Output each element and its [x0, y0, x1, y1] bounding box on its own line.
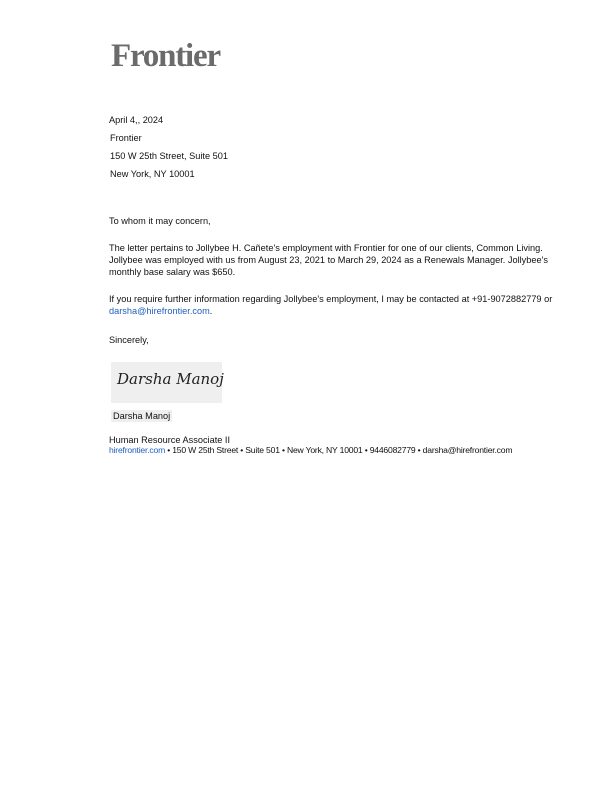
signature-image — [111, 362, 222, 403]
address-city: New York, NY 10001 — [110, 169, 195, 179]
closing: Sincerely, — [109, 335, 149, 345]
company-logo: Frontier — [111, 38, 220, 74]
body-paragraph-1: The letter pertains to Jollybee H. Cañete's employment with Frontier for one of our clients, Common Living. Jollybee was employed with us from August 23, 2021 to March 29, 2024 as a Renewals Manager. Jollybee's monthly base salary was $650. — [109, 243, 548, 277]
address-company: Frontier — [110, 133, 142, 143]
footer-details: • 150 W 25th Street • Suite 501 • New York, NY 10001 • 9446082779 • darsha@hirefrontier.com — [165, 445, 513, 455]
signatory-name: Darsha Manoj — [113, 411, 171, 421]
letter-date: April 4,, 2024 — [109, 115, 164, 125]
footer-contact-line — [109, 445, 512, 456]
body-paragraph-2 — [109, 293, 559, 317]
email-link[interactable]: darsha@hirefrontier.com — [109, 306, 210, 316]
signatory-title: Human Resource Associate II — [109, 435, 231, 445]
salutation: To whom it may concern, — [109, 216, 211, 226]
address-street: 150 W 25th Street, Suite 501 — [110, 151, 228, 161]
signature-script: Darsha Manoj — [117, 370, 224, 388]
contact-text: If you require further information regarding Jollybee's employment, I may be contacted at +91-9072882779 or — [109, 294, 553, 304]
footer-website-link[interactable]: hirefrontier.com — [109, 445, 166, 455]
contact-end: . — [209, 306, 213, 316]
